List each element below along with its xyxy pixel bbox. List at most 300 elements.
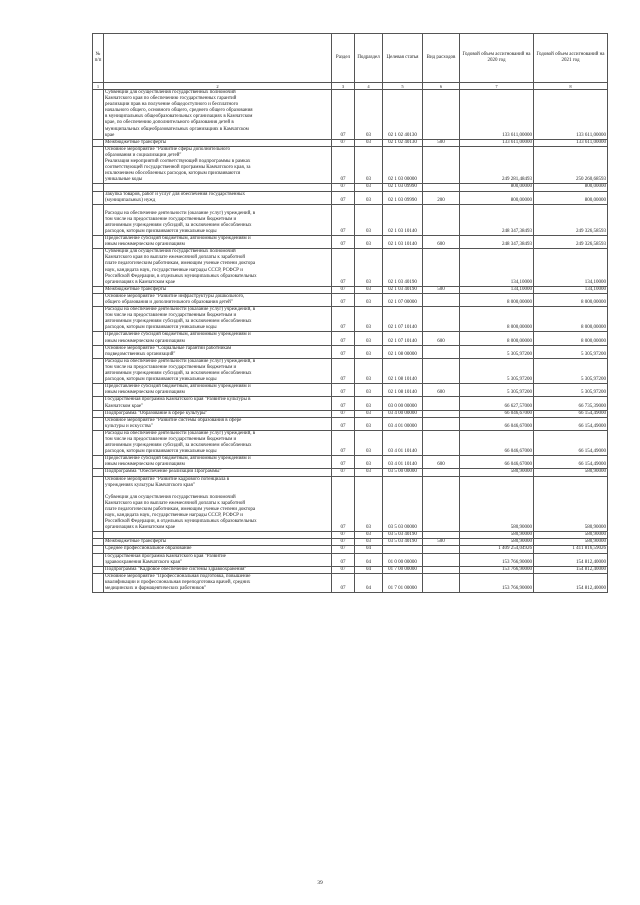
row-name-line: том числе на предоставление государственным бюджетным и (105, 364, 237, 370)
header-row (93, 34, 608, 83)
expense-type-cell: 200 (423, 191, 460, 204)
amount-2020-cell: 800,00000 (460, 184, 534, 191)
amount-2021-cell: 800,00000 (534, 191, 608, 204)
section-code-cell: 07 (332, 191, 355, 204)
row-name-line: Субвенции для осуществления государственных полномочий (105, 494, 236, 500)
row-number-cell (93, 146, 104, 184)
row-number-cell (93, 476, 104, 532)
row-name-line: муниципальных общеобразовательных организациях в Камчатском (105, 126, 249, 132)
row-name-line: том числе на предоставление государственным бюджетным и (105, 313, 237, 319)
row-name-line: общего образования и дополнительного образования детей" (105, 300, 233, 305)
expense-type-cell (423, 345, 460, 358)
table-row (93, 191, 608, 204)
table-row (93, 553, 608, 566)
section-code-cell: 07 (332, 469, 355, 476)
row-name-line: Основное мероприятие "Профессиональная подготовка, повышение (105, 573, 251, 579)
row-name-line: иным некоммерческим организациям (105, 242, 185, 248)
expense-type-cell: 600 (423, 384, 460, 397)
amount-2021-cell: 133 611,00000 (534, 139, 608, 146)
row-name-cell (104, 430, 332, 455)
row-number-cell (93, 191, 104, 204)
subsection-code-cell: 03 (355, 417, 383, 430)
amount-2020-cell: 153 766,90000 (460, 573, 534, 592)
row-number-cell (93, 249, 104, 287)
subsection-code-cell: 03 (355, 332, 383, 345)
amount-2020-cell: 133 611,00000 (460, 139, 534, 146)
expense-type-cell (423, 566, 460, 573)
table-row (93, 236, 608, 249)
expense-type-cell (423, 293, 460, 306)
expense-type-cell (423, 90, 460, 140)
target-code-cell: 03 4 01 10140 (383, 456, 423, 469)
row-name-cell (104, 90, 332, 140)
section-code-cell: 07 (332, 90, 355, 140)
row-name-cell (104, 553, 332, 566)
amount-2020-cell: 8 000,00000 (460, 293, 534, 306)
target-code-cell: 02 1 03 00000 (383, 146, 423, 184)
row-name-line: Межбюджетные трансферты (105, 286, 167, 292)
row-number-cell (93, 553, 104, 566)
table-row (93, 332, 608, 345)
row-name-line: Основное мероприятие "Социальные гарантии работникам (105, 345, 232, 351)
section-code-cell: 07 (332, 539, 355, 546)
subsection-code-cell: 03 (355, 532, 383, 539)
amount-2020-cell: 66 046,67000 (460, 417, 534, 430)
section-code-cell: 07 (332, 476, 355, 532)
row-number-cell (93, 539, 104, 546)
row-name-line: начального общего, основного общего, среднего общего образования (105, 108, 253, 114)
row-name-line: здравоохранения Камчатского края" (105, 559, 182, 565)
row-name-cell (104, 146, 332, 184)
row-name-line: Среднее профессиональное образование (105, 546, 192, 552)
table-row (93, 249, 608, 287)
table-row (93, 345, 608, 358)
row-number-cell (93, 546, 104, 553)
expense-type-cell (423, 546, 460, 553)
column-number: 3 (332, 83, 355, 90)
subsection-code-cell: 03 (355, 293, 383, 306)
table-row (93, 430, 608, 455)
amount-2020-cell: 8 000,00000 (460, 332, 534, 345)
target-code-cell: 03 4 00 00000 (383, 410, 423, 417)
row-name-cell (104, 539, 332, 546)
table-row (93, 456, 608, 469)
subsection-code-cell: 03 (355, 345, 383, 358)
row-name-line: Государственная программа Камчатского края "Развитие культуры в (105, 397, 251, 403)
row-name-line: Межбюджетные трансферты (105, 539, 167, 545)
target-code-cell: 02 1 07 10140 (383, 307, 423, 332)
section-code-cell: 07 (332, 553, 355, 566)
row-number-cell (93, 417, 104, 430)
amount-2021-cell: 1 411 816,59026 (534, 546, 608, 553)
amount-2020-cell: 134,10000 (460, 249, 534, 287)
amount-2021-cell: 5 305,97200 (534, 358, 608, 383)
row-name-line: Камчатского края по выплате ежемесячной доплаты к заработной (105, 255, 246, 261)
amount-2020-cell: 66 046,67000 (460, 410, 534, 417)
subsection-code-cell: 03 (355, 90, 383, 140)
amount-2020-cell: 580,90000 (460, 539, 534, 546)
subsection-code-cell: 04 (355, 566, 383, 573)
table-row (93, 293, 608, 306)
table-row (93, 358, 608, 383)
section-code-cell: 07 (332, 384, 355, 397)
amount-2021-cell: 66 154,49000 (534, 417, 608, 430)
target-code-cell: 02 1 03 10140 (383, 236, 423, 249)
row-name-line: Субвенции для осуществления государственных полномочий (105, 90, 236, 95)
subsection-code-cell: 04 (355, 573, 383, 592)
column-number: 5 (383, 83, 423, 90)
column-number-row (93, 83, 608, 90)
row-number-cell (93, 236, 104, 249)
subsection-code-cell: 03 (355, 469, 383, 476)
row-name-line: соответствующей государственной программы Камчатского края, за (105, 165, 251, 171)
row-name-line: Камчатского края по обеспечению государственных гарантий (105, 96, 237, 102)
row-number-cell (93, 345, 104, 358)
subsection-code-cell: 04 (355, 546, 383, 553)
row-name-cell (104, 397, 332, 410)
amount-2021-cell: 5 305,97200 (534, 384, 608, 397)
column-number: 1 (93, 83, 104, 90)
table-row (93, 566, 608, 573)
row-name-line: расходов, которым присваиваются уникальные коды (105, 228, 217, 234)
amount-2020-cell: 580,90000 (460, 532, 534, 539)
amount-2020-cell: 800,00000 (460, 191, 534, 204)
table-row (93, 384, 608, 397)
amount-2020-cell: 153 766,90000 (460, 566, 534, 573)
subsection-code-cell: 03 (355, 236, 383, 249)
amount-2020-cell: 66 046,67000 (460, 430, 534, 455)
subsection-code-cell: 03 (355, 430, 383, 455)
row-name-line: подведомственных организаций" (105, 351, 176, 357)
table-row (93, 146, 608, 184)
amount-2021-cell: 133 611,00000 (534, 90, 608, 140)
amount-2020-cell: 1 409 254,04926 (460, 546, 534, 553)
row-name-line (105, 532, 330, 538)
target-code-cell: 03 4 01 00000 (383, 417, 423, 430)
table-row (93, 410, 608, 417)
amount-2020-cell: 5 305,97200 (460, 358, 534, 383)
expense-type-cell: 600 (423, 332, 460, 345)
row-number-cell (93, 332, 104, 345)
target-code-cell: 02 1 07 10140 (383, 332, 423, 345)
section-code-cell: 07 (332, 532, 355, 539)
col-exp-type-header: Вид расходов (423, 34, 460, 83)
subsection-code-cell: 03 (355, 191, 383, 204)
target-code-cell: 03 5 03 40190 (383, 539, 423, 546)
subsection-code-cell: 03 (355, 456, 383, 469)
target-code-cell: 03 5 03 40190 (383, 532, 423, 539)
expense-type-cell (423, 184, 460, 191)
subsection-code-cell: 03 (355, 307, 383, 332)
row-name-line: в муниципальных общеобразовательных организациях в Камчатском (105, 114, 253, 120)
amount-2021-cell: 154 812,40000 (534, 566, 608, 573)
target-code-cell: 02 1 03 40190 (383, 249, 423, 287)
section-code-cell: 07 (332, 332, 355, 345)
row-name-cell (104, 469, 332, 476)
subsection-code-cell: 03 (355, 410, 383, 417)
row-number-cell (93, 358, 104, 383)
section-code-cell: 07 (332, 307, 355, 332)
section-code-cell: 07 (332, 204, 355, 235)
expense-type-cell (423, 146, 460, 184)
row-name-line: Закупка товаров, работ и услуг для обеспечения государственных (105, 191, 246, 197)
row-name-line: том числе на предоставление государственным бюджетным и (105, 436, 237, 442)
target-code-cell: 02 1 07 00000 (383, 293, 423, 306)
subsection-code-cell: 03 (355, 397, 383, 410)
subsection-code-cell: 03 (355, 539, 383, 546)
row-number-cell (93, 532, 104, 539)
target-code-cell: 02 1 03 40190 (383, 286, 423, 293)
row-name-cell (104, 358, 332, 383)
row-name-cell (104, 476, 332, 532)
row-name-cell (104, 204, 332, 235)
amount-2020-cell: 66 046,67000 (460, 456, 534, 469)
row-name-line: Предоставление субсидий бюджетным, автономным учреждениям и (105, 236, 251, 242)
row-number-cell (93, 384, 104, 397)
table-row (93, 397, 608, 410)
row-name-line: организациях в Камчатском крае (105, 279, 175, 285)
amount-2020-cell: 133 611,00000 (460, 90, 534, 140)
row-name-line: Основное мероприятие "Развитие инфраструктуры дошкольного, (105, 293, 245, 299)
expense-type-cell (423, 410, 460, 417)
row-name-cell (104, 307, 332, 332)
amount-2021-cell: 800,00000 (534, 184, 608, 191)
row-number-cell (93, 456, 104, 469)
subsection-code-cell: 03 (355, 384, 383, 397)
target-code-cell: 03 5 03 00000 (383, 476, 423, 532)
amount-2020-cell: 248 347,38493 (460, 204, 534, 235)
col-subsection-header: Подраздел (355, 34, 383, 83)
target-code-cell: 01 0 00 00000 (383, 553, 423, 566)
budget-table (92, 33, 608, 593)
expense-type-cell (423, 476, 460, 532)
amount-2021-cell: 249 326,58593 (534, 236, 608, 249)
row-name-line: Расходы на обеспечение деятельности (оказание услуг) учреждений, в (105, 210, 256, 216)
expense-type-cell (423, 249, 460, 287)
row-name-line: автономным учреждениям субсидий, за исключением обособленных (105, 371, 252, 377)
section-code-cell: 07 (332, 417, 355, 430)
amount-2020-cell: 5 305,97200 (460, 345, 534, 358)
table-row (93, 184, 608, 191)
amount-2021-cell: 134,10000 (534, 249, 608, 287)
amount-2020-cell: 580,90000 (460, 476, 534, 532)
row-name-line: Реализация мероприятий соответствующей подпрограммы в рамках (105, 159, 251, 165)
subsection-code-cell: 03 (355, 184, 383, 191)
row-name-line: медицинских и фармацевтических работников" (105, 586, 207, 592)
subsection-code-cell: 03 (355, 286, 383, 293)
expense-type-cell (423, 553, 460, 566)
amount-2021-cell: 66 154,49000 (534, 430, 608, 455)
row-number-cell (93, 286, 104, 293)
row-name-line: уникальные коды (105, 177, 143, 183)
row-name-line: Межбюджетные трансферты (105, 139, 167, 145)
row-name-line: автономным учреждениям субсидий, за исключением обособленных (105, 222, 252, 228)
expense-type-cell (423, 204, 460, 235)
row-name-line: иным некоммерческим организациям (105, 390, 185, 396)
row-name-line: (муниципальных) нужд (105, 197, 156, 203)
amount-2021-cell: 66 735,39000 (534, 397, 608, 410)
row-name-cell (104, 532, 332, 539)
amount-2021-cell: 8 000,00000 (534, 332, 608, 345)
row-name-line: наук, кандидата наук, государственные награды СССР, РСФСР и (105, 267, 243, 273)
table-row (93, 90, 608, 140)
row-name-line: Предоставление субсидий бюджетным, автономным учреждениям и (105, 332, 251, 338)
expense-type-cell (423, 417, 460, 430)
expense-type-cell: 500 (423, 139, 460, 146)
row-name-line: Расходы на обеспечение деятельности (оказание услуг) учреждений, в (105, 307, 256, 313)
target-code-cell: 03 0 00 00000 (383, 397, 423, 410)
row-name-line: Основное мероприятие "Развитие системы образования в сфере (105, 417, 242, 423)
row-name-line: Основное мероприятие "Развитие кадрового потенциала в (105, 476, 230, 482)
row-name-cell (104, 249, 332, 287)
section-code-cell: 07 (332, 236, 355, 249)
section-code-cell: 07 (332, 358, 355, 383)
row-name-line: культуры и искусства" (105, 423, 153, 429)
expense-type-cell (423, 573, 460, 592)
column-number: 7 (460, 83, 534, 90)
amount-2020-cell: 5 305,97200 (460, 384, 534, 397)
row-number-cell (93, 397, 104, 410)
row-name-line: Основное мероприятие "Развитие сферы дополнительного (105, 146, 230, 152)
amount-2021-cell: 580,90000 (534, 476, 608, 532)
table-row (93, 286, 608, 293)
target-code-cell: 02 1 03 09990 (383, 184, 423, 191)
target-code-cell: 02 1 08 10140 (383, 384, 423, 397)
row-name-cell (104, 139, 332, 146)
amount-2020-cell: 153 766,90000 (460, 553, 534, 566)
row-name-line: Расходы на обеспечение деятельности (оказание услуг) учреждений, в (105, 430, 256, 436)
page-number: 39 (317, 880, 323, 886)
column-number: 6 (423, 83, 460, 90)
column-number: 2 (104, 83, 332, 90)
section-code-cell: 07 (332, 397, 355, 410)
row-name-cell (104, 410, 332, 417)
row-name-line: Подпрограмма "Обеспечение реализации Программы" (105, 469, 222, 475)
target-code-cell: 01 7 00 00000 (383, 566, 423, 573)
amount-2021-cell: 154 812,40000 (534, 573, 608, 592)
target-code-cell: 02 1 03 10140 (383, 204, 423, 235)
target-code-cell: 02 1 03 09990 (383, 191, 423, 204)
amount-2021-cell: 134,10000 (534, 286, 608, 293)
table-row (93, 469, 608, 476)
table-row (93, 139, 608, 146)
row-name-line: расходов, которым присваиваются уникальные коды (105, 325, 217, 331)
amount-2021-cell: 250 260,68593 (534, 146, 608, 184)
amount-2021-cell: 580,90000 (534, 539, 608, 546)
row-number-cell (93, 204, 104, 235)
row-name-line: Подпрограмма "Кадровое обеспечение системы здравоохранения" (105, 566, 247, 572)
row-name-line: Субвенции для осуществления государственных полномочий (105, 249, 236, 255)
row-name-line: Подпрограмма "Образование в сфере культуры" (105, 410, 208, 416)
section-code-cell: 07 (332, 184, 355, 191)
amount-2020-cell: 134,10000 (460, 286, 534, 293)
section-code-cell: 07 (332, 573, 355, 592)
target-code-cell: 03 4 01 10140 (383, 430, 423, 455)
table-row (93, 476, 608, 532)
expense-type-cell: 600 (423, 456, 460, 469)
target-code-cell: 02 1 02 40130 (383, 139, 423, 146)
row-name-cell (104, 191, 332, 204)
col-2020-header: Годовой объем ассигнований на 2020 год (460, 34, 534, 83)
row-name-line: исключением обособленных расходов, которым присваиваются (105, 171, 241, 177)
amount-2021-cell: 580,90000 (534, 532, 608, 539)
row-number-cell (93, 293, 104, 306)
section-code-cell: 07 (332, 566, 355, 573)
amount-2021-cell: 5 305,97200 (534, 345, 608, 358)
row-name-line: плате педагогическим работникам, имеющим ученые степени доктора (105, 261, 256, 267)
subsection-code-cell: 04 (355, 553, 383, 566)
row-name-line: Камчатского края по выплате ежемесячной доплаты к заработной (105, 500, 246, 506)
row-name-line: Государственная программа Камчатского края "Развитие (105, 553, 226, 559)
target-code-cell: 03 5 00 00000 (383, 469, 423, 476)
row-number-cell (93, 184, 104, 191)
col-name-header (104, 34, 332, 83)
table-row (93, 573, 608, 592)
row-name-line: крае (105, 132, 115, 138)
row-name-line: Предоставление субсидий бюджетным, автономным учреждениям и (105, 384, 251, 390)
col-target-header: Целевая статья (383, 34, 423, 83)
subsection-code-cell: 03 (355, 146, 383, 184)
amount-2020-cell: 66 627,57000 (460, 397, 534, 410)
row-name-line: автономным учреждениям субсидий, за исключением обособленных (105, 443, 252, 449)
row-name-cell (104, 345, 332, 358)
row-name-cell (104, 184, 332, 191)
row-name-line (105, 185, 330, 191)
amount-2020-cell: 249 281,48493 (460, 146, 534, 184)
table-row (93, 204, 608, 235)
row-name-line: учреждениях культуры Камчатского края" (105, 482, 195, 488)
table-row (93, 546, 608, 553)
row-number-cell (93, 307, 104, 332)
row-name-cell (104, 566, 332, 573)
col-num-header: № п/п (93, 34, 104, 83)
subsection-code-cell: 03 (355, 139, 383, 146)
row-name-cell (104, 417, 332, 430)
expense-type-cell: 500 (423, 539, 460, 546)
row-number-cell (93, 573, 104, 592)
row-name-cell (104, 236, 332, 249)
row-number-cell (93, 469, 104, 476)
expense-type-cell: 600 (423, 236, 460, 249)
col-2021-header: Годовой объем ассигнований на 2021 год (534, 34, 608, 83)
table-row (93, 532, 608, 539)
subsection-code-cell: 03 (355, 204, 383, 235)
amount-2021-cell: 154 812,40000 (534, 553, 608, 566)
row-name-line: квалификации и профессиональная переподготовка врачей, средних (105, 579, 251, 585)
row-name-line: Российской Федерации, в отдельных муниципальных образовательных (105, 273, 257, 279)
row-name-cell (104, 384, 332, 397)
section-code-cell: 07 (332, 546, 355, 553)
expense-type-cell (423, 430, 460, 455)
row-name-line: Предоставление субсидий бюджетным, автономным учреждениям и (105, 456, 251, 462)
row-name-line: Российской Федерации, в отдельных муниципальных образовательных (105, 519, 257, 525)
row-number-cell (93, 139, 104, 146)
row-name-line: иным некоммерческим организациям (105, 338, 185, 344)
row-name-cell (104, 546, 332, 553)
column-number: 8 (534, 83, 608, 90)
target-code-cell: 01 7 01 00000 (383, 573, 423, 592)
target-code-cell (383, 546, 423, 553)
section-code-cell: 07 (332, 139, 355, 146)
target-code-cell: 02 1 08 00000 (383, 345, 423, 358)
expense-type-cell (423, 532, 460, 539)
row-number-cell (93, 430, 104, 455)
section-code-cell: 07 (332, 286, 355, 293)
row-name-line: расходов, которым присваиваются уникальные коды (105, 449, 217, 455)
row-name-line: иным некоммерческим организациям (105, 462, 185, 468)
row-number-cell (93, 566, 104, 573)
amount-2021-cell: 66 154,49000 (534, 456, 608, 469)
